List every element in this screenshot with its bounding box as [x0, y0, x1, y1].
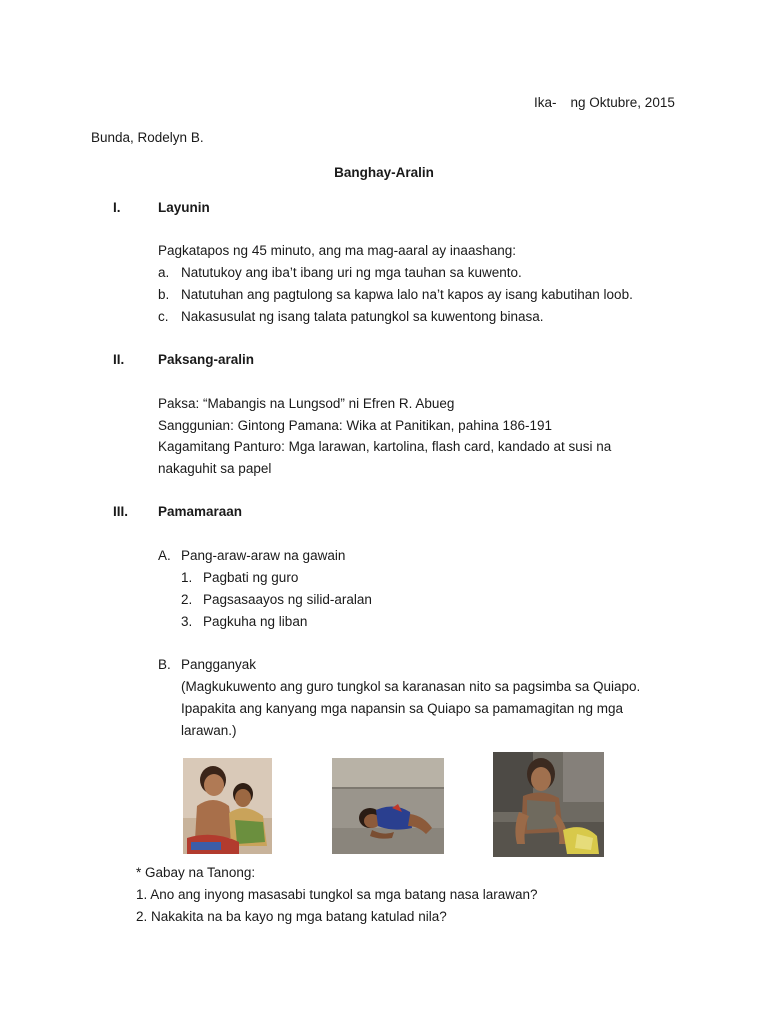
section-numeral-3: III. — [113, 504, 129, 519]
section-heading-pamamaraan: Pamamaraan — [158, 504, 243, 519]
layunin-marker-c: c. — [158, 309, 169, 324]
document-title: Banghay-Aralin — [334, 165, 434, 180]
layunin-item-c: Nakasusulat ng isang talata patungkol sa kuwentong binasa. — [181, 309, 544, 324]
layunin-item-b: Natutuhan ang pagtulong sa kapwa lalo na’t kapos ay isang kabutihan loob. — [181, 287, 633, 302]
step-a-item-marker-1: 1. — [181, 570, 193, 585]
step-a-marker: A. — [158, 548, 171, 563]
sanggunian-line: Sanggunian: Gintong Pamana: Wika at Panitikan, pahina 186-191 — [158, 418, 553, 433]
photo-child-on-street — [493, 752, 604, 857]
gabay-heading: * Gabay na Tanong: — [136, 865, 256, 880]
layunin-marker-b: b. — [158, 287, 170, 302]
step-a-item-marker-2: 2. — [181, 592, 193, 607]
step-a-label: Pang-araw-araw na gawain — [181, 548, 346, 563]
step-a-item-marker-3: 3. — [181, 614, 193, 629]
step-b-label: Pangganyak — [181, 657, 257, 672]
layunin-item-a: Natutukoy ang iba’t ibang uri ng mga tauhan sa kuwento. — [181, 265, 522, 280]
kagamitan-line: Kagamitang Panturo: Mga larawan, kartolina, flash card, kandado at susi na — [158, 439, 612, 454]
layunin-marker-a: a. — [158, 265, 170, 280]
section-heading-paksang-aralin: Paksang-aralin — [158, 352, 255, 367]
date-month-year: ng Oktubre, 2015 — [570, 95, 675, 110]
step-a-item-1: Pagbati ng guro — [203, 570, 299, 585]
step-a-item-3: Pagkuha ng liban — [203, 614, 308, 629]
photo-child-sleeping — [332, 758, 444, 854]
step-a-item-2: Pagsasaayos ng silid-aralan — [203, 592, 372, 607]
step-b-description-1: (Magkukuwento ang guro tungkol sa karanasan nito sa pagsimba sa Quiapo. — [181, 679, 641, 694]
photo-children-sitting — [183, 758, 272, 854]
step-b-description-3: larawan.) — [181, 723, 237, 738]
layunin-intro: Pagkatapos ng 45 minuto, ang ma mag-aaral ay inaashang: — [158, 243, 516, 258]
section-heading-layunin: Layunin — [158, 200, 210, 215]
step-b-marker: B. — [158, 657, 171, 672]
date-prefix: Ika- — [534, 95, 557, 110]
section-numeral-1: I. — [113, 200, 121, 215]
section-numeral-2: II. — [113, 352, 125, 367]
step-b-description-2: Ipapakita ang kanyang mga napansin sa Quiapo sa pamamagitan ng mga — [181, 701, 624, 716]
kagamitan-line-cont: nakaguhit sa papel — [158, 461, 272, 476]
gabay-question-1: 1. Ano ang inyong masasabi tungkol sa mga batang nasa larawan? — [136, 887, 538, 902]
paksa-line: Paksa: “Mabangis na Lungsod” ni Efren R. Abueg — [158, 396, 455, 411]
date-line — [534, 95, 675, 110]
gabay-question-2: 2. Nakakita na ba kayo ng mga batang katulad nila? — [136, 909, 447, 924]
author-name: Bunda, Rodelyn B. — [91, 130, 204, 145]
